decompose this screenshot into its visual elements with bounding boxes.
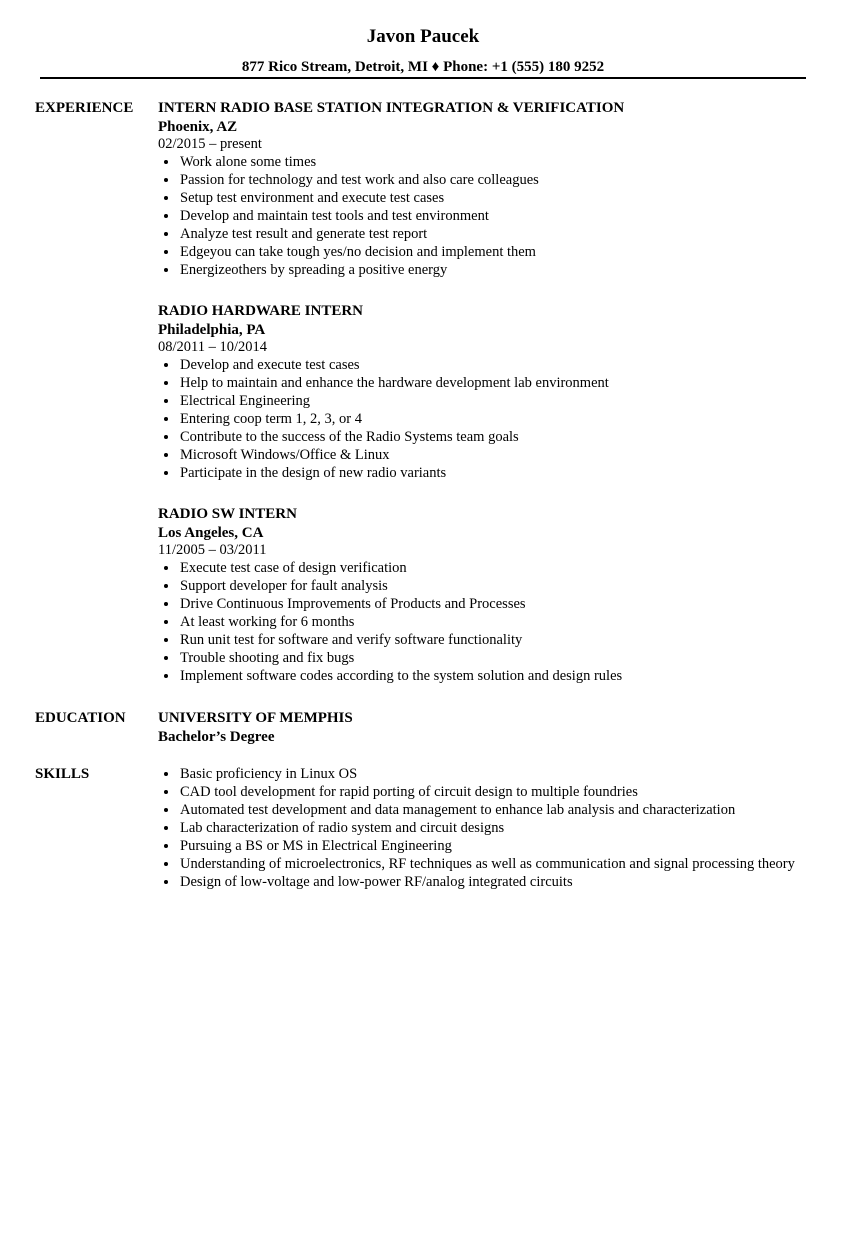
contact-line: 877 Rico Stream, Detroit, MI ♦ Phone: +1 (555) 180 9252 bbox=[241, 59, 605, 75]
list-item bbox=[158, 189, 828, 207]
bullet-icon bbox=[164, 862, 168, 866]
skill-text: Design of low-voltage and low-power RF/analog integrated circuits bbox=[180, 874, 573, 890]
skill-text: CAD tool development for rapid porting of circuit design to multiple foundries bbox=[180, 784, 638, 800]
skill-text: Basic proficiency in Linux OS bbox=[180, 766, 358, 782]
bullet-icon bbox=[164, 808, 168, 812]
school-name: UNIVERSITY OF MEMPHIS bbox=[158, 710, 353, 726]
bullet-icon bbox=[164, 435, 168, 439]
list-item bbox=[158, 649, 828, 667]
job-entry bbox=[158, 99, 828, 279]
list-item bbox=[158, 595, 828, 613]
bullet-text: Passion for technology and test work and also care colleagues bbox=[180, 172, 539, 188]
bullet-text: Electrical Engineering bbox=[180, 393, 311, 409]
list-item bbox=[158, 153, 828, 171]
list-item bbox=[158, 873, 828, 891]
job-title: RADIO HARDWARE INTERN bbox=[158, 303, 364, 319]
skills-list bbox=[158, 765, 828, 891]
job-bullets bbox=[158, 153, 828, 279]
bullet-text: Run unit test for software and verify software functionality bbox=[180, 632, 523, 648]
job-bullets bbox=[158, 559, 828, 685]
skill-text: Lab characterization of radio system and circuit designs bbox=[180, 820, 505, 836]
bullet-text: Analyze test result and generate test report bbox=[180, 226, 428, 242]
list-item bbox=[158, 410, 828, 428]
bullet-icon bbox=[164, 566, 168, 570]
bullet-icon bbox=[164, 268, 168, 272]
list-item bbox=[158, 765, 828, 783]
bullet-icon bbox=[164, 790, 168, 794]
job-location: Los Angeles, CA bbox=[158, 525, 264, 541]
job-title: INTERN RADIO BASE STATION INTEGRATION & VERIFICATION bbox=[158, 100, 625, 116]
list-item bbox=[158, 392, 828, 410]
bullet-icon bbox=[164, 620, 168, 624]
bullet-icon bbox=[164, 471, 168, 475]
bullet-text: Microsoft Windows/Office & Linux bbox=[180, 447, 390, 463]
bullet-icon bbox=[164, 638, 168, 642]
bullet-icon bbox=[164, 178, 168, 182]
bullet-icon bbox=[164, 250, 168, 254]
list-item bbox=[158, 613, 828, 631]
bullet-text: Edgeyou can take tough yes/no decision and implement them bbox=[180, 244, 536, 260]
bullet-text: Energizeothers by spreading a positive energy bbox=[180, 262, 448, 278]
bullet-text: Support developer for fault analysis bbox=[180, 578, 388, 594]
list-item bbox=[158, 171, 828, 189]
list-item bbox=[158, 819, 828, 837]
list-item bbox=[158, 667, 828, 685]
header-divider bbox=[40, 77, 806, 79]
bullet-text: Entering coop term 1, 2, 3, or 4 bbox=[180, 411, 363, 427]
bullet-text: Develop and execute test cases bbox=[180, 357, 360, 373]
bullet-icon bbox=[164, 381, 168, 385]
bullet-icon bbox=[164, 160, 168, 164]
bullet-icon bbox=[164, 417, 168, 421]
job-title: RADIO SW INTERN bbox=[158, 506, 297, 522]
bullet-text: Contribute to the success of the Radio Systems team goals bbox=[180, 429, 519, 445]
list-item bbox=[158, 243, 828, 261]
list-item bbox=[158, 783, 828, 801]
list-item bbox=[158, 225, 828, 243]
bullet-icon bbox=[164, 844, 168, 848]
bullet-text: Participate in the design of new radio variants bbox=[180, 465, 447, 481]
bullet-text: Help to maintain and enhance the hardware development lab environment bbox=[180, 375, 609, 391]
list-item bbox=[158, 559, 828, 577]
skill-text: Automated test development and data management to enhance lab analysis and characterization bbox=[180, 802, 736, 818]
list-item bbox=[158, 261, 828, 279]
list-item bbox=[158, 207, 828, 225]
job-dates: 08/2011 – 10/2014 bbox=[158, 339, 268, 355]
bullet-icon bbox=[164, 674, 168, 678]
bullet-text: Setup test environment and execute test cases bbox=[180, 190, 445, 206]
bullet-text: Execute test case of design verification bbox=[180, 560, 407, 576]
list-item bbox=[158, 428, 828, 446]
list-item bbox=[158, 631, 828, 649]
education-body bbox=[158, 709, 828, 746]
bullet-text: Work alone some times bbox=[180, 154, 317, 170]
candidate-name: Javon Paucek bbox=[366, 26, 480, 47]
education-heading: EDUCATION bbox=[35, 710, 126, 726]
job-location: Phoenix, AZ bbox=[158, 119, 238, 135]
job-entry bbox=[158, 302, 828, 482]
skills-heading: SKILLS bbox=[35, 766, 90, 782]
experience-heading: EXPERIENCE bbox=[35, 100, 134, 116]
job-dates: 02/2015 – present bbox=[158, 136, 262, 152]
list-item bbox=[158, 837, 828, 855]
list-item bbox=[158, 801, 828, 819]
bullet-icon bbox=[164, 602, 168, 606]
bullet-icon bbox=[164, 772, 168, 776]
bullet-icon bbox=[164, 880, 168, 884]
bullet-icon bbox=[164, 584, 168, 588]
list-item bbox=[158, 464, 828, 482]
job-bullets bbox=[158, 356, 828, 482]
bullet-text: At least working for 6 months bbox=[180, 614, 355, 630]
degree: Bachelor’s Degree bbox=[158, 729, 275, 745]
job-entry bbox=[158, 505, 828, 685]
list-item bbox=[158, 374, 828, 392]
bullet-icon bbox=[164, 399, 168, 403]
bullet-text: Implement software codes according to the system solution and design rules bbox=[180, 668, 623, 684]
bullet-icon bbox=[164, 232, 168, 236]
skill-text: Understanding of microelectronics, RF techniques as well as communication and signal processing theory bbox=[180, 856, 795, 872]
job-location: Philadelphia, PA bbox=[158, 322, 266, 338]
experience-body bbox=[158, 99, 828, 708]
bullet-icon bbox=[164, 196, 168, 200]
bullet-text: Develop and maintain test tools and test environment bbox=[180, 208, 489, 224]
bullet-text: Drive Continuous Improvements of Products and Processes bbox=[180, 596, 526, 612]
skills-body bbox=[158, 765, 828, 891]
list-item bbox=[158, 855, 828, 873]
list-item bbox=[158, 577, 828, 595]
bullet-icon bbox=[164, 826, 168, 830]
job-dates: 11/2005 – 03/2011 bbox=[158, 542, 267, 558]
bullet-icon bbox=[164, 363, 168, 367]
list-item bbox=[158, 446, 828, 464]
skill-text: Pursuing a BS or MS in Electrical Engineering bbox=[180, 838, 452, 854]
list-item bbox=[158, 356, 828, 374]
bullet-icon bbox=[164, 214, 168, 218]
bullet-text: Trouble shooting and fix bugs bbox=[180, 650, 355, 666]
bullet-icon bbox=[164, 453, 168, 457]
bullet-icon bbox=[164, 656, 168, 660]
